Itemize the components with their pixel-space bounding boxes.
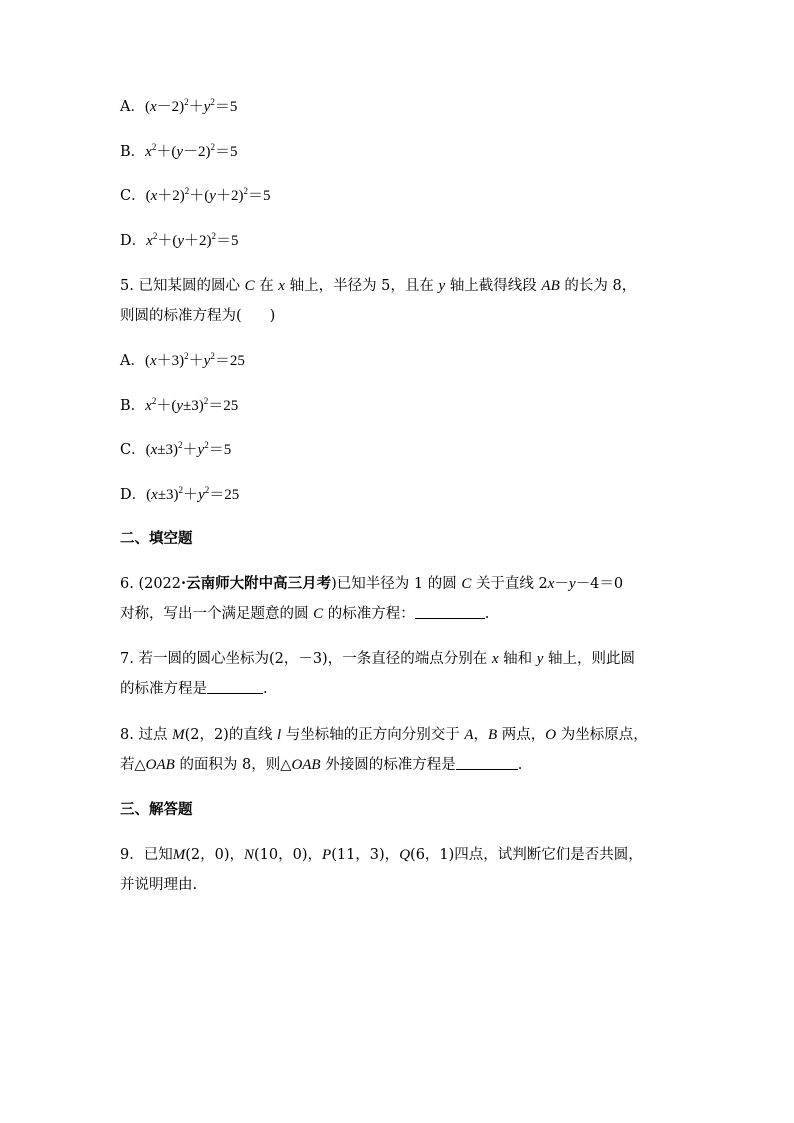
q5-stem-line1: 5. 已知某圆的圆心 C 在 x 轴上，半径为 5，且在 y 轴上截得线段 AB 的长为 8， <box>120 278 637 294</box>
section-heading-fill-in: 二、填空题 <box>120 530 193 547</box>
option-formula: $x^2+(y\pm 3)^2=25$ <box>145 396 239 414</box>
q7-stem-line2: 的标准方程是 . <box>120 681 268 697</box>
option-formula: $x^2+(y-2)^2=5$ <box>145 142 238 160</box>
answer-blank[interactable] <box>207 679 263 694</box>
q8-stem-line1: 8. 过点 M(2，2)的直线 l 与坐标轴的正方向分别交于 A，B 两点，O 为坐标原点， <box>120 727 648 743</box>
section-heading-solve: 三、解答题 <box>120 801 193 818</box>
option-label: C． <box>120 188 146 204</box>
q5-option-d[interactable] <box>120 485 239 505</box>
option-formula: $(x+3)^2+y^2=25$ <box>144 351 245 369</box>
q9-stem-line2: 并说明理由. <box>120 877 198 893</box>
option-formula: $(x-2)^2+y^2=5$ <box>144 97 238 115</box>
option-label: D． <box>120 233 147 249</box>
q4-option-d[interactable] <box>120 231 239 251</box>
q5-option-a[interactable] <box>120 351 245 371</box>
q8-stem-line2: 若△OAB 的面积为 8，则△OAB 外接圆的标准方程是 . <box>120 757 523 773</box>
option-label: D． <box>120 487 147 503</box>
q6-stem-line1: 6. (2022·云南师大附中高三月考)已知半径为 1 的圆 C 关于直线 2x－y－4＝0 <box>120 575 624 592</box>
q4-option-c[interactable] <box>120 186 270 206</box>
q4-option-a[interactable] <box>120 97 237 117</box>
q6-stem-line2: 对称，写出一个满足题意的圆 C 的标准方程： . <box>120 606 490 622</box>
q5-option-c[interactable] <box>120 440 231 460</box>
q9-stem-line1: 9．已知M(2，0)，N(10，0)，P(11，3)，Q(6，1)四点，试判断它们是否共圆， <box>120 847 643 863</box>
answer-blank[interactable] <box>456 755 518 770</box>
q5-stem-line2: 则圆的标准方程为( ) <box>120 308 276 324</box>
option-formula: $x^2+(y+2)^2=5$ <box>146 231 239 249</box>
option-label: A． <box>120 99 145 115</box>
option-label: C． <box>120 442 146 458</box>
option-formula: $(x+2)^2+(y+2)^2=5$ <box>145 186 271 204</box>
option-label: A． <box>120 353 145 369</box>
answer-blank[interactable] <box>415 604 485 619</box>
q4-option-b[interactable] <box>120 142 238 162</box>
q7-stem-line1: 7. 若一圆的圆心坐标为(2，－3)，一条直径的端点分别在 x 轴和 y 轴上，则此圆 <box>120 651 635 667</box>
option-label: B． <box>120 144 146 160</box>
option-label: B． <box>120 398 146 414</box>
q5-option-b[interactable] <box>120 396 238 416</box>
option-formula: $(x\pm 3)^2+y^2=25$ <box>146 485 240 503</box>
option-formula: $(x\pm 3)^2+y^2=5$ <box>145 440 232 458</box>
